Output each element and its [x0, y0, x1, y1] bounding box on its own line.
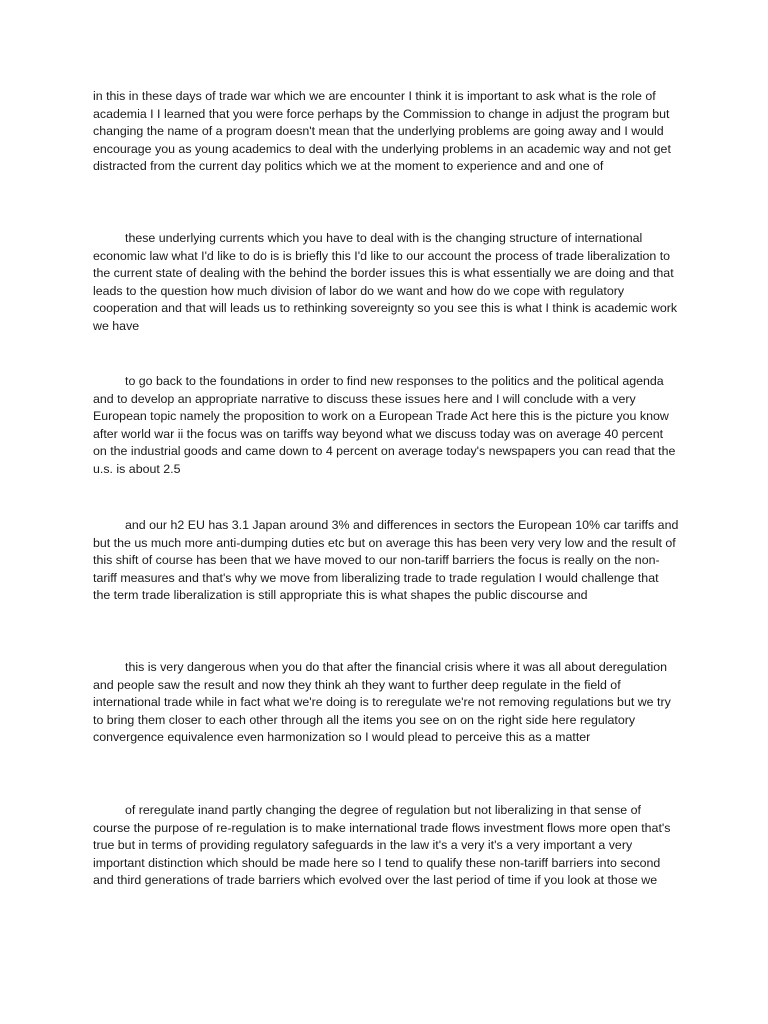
- paragraph-6: of reregulate inand partly changing the degree of regulation but not liberalizing in that sense of course the purpose of re-regulation is to make international trade flows investment flows more open that's true but in terms of providing regulatory safeguards in the law it's a very it's a very important a very important distinction which should be made here so I tend to qualify these non-tariff barriers into second and third generations of trade barriers which evolved over the last period of time if you look at those we: [93, 803, 671, 888]
- paragraph-4: and our h2 EU has 3.1 Japan around 3% and differences in sectors the European 10% car tariffs and but the us much more anti-dumping duties etc but on average this has been very very low and the result of this shift of course has been that we have moved to our non-tariff barriers the focus is really on the non-tariff measures and that's why we move from liberalizing trade to trade regulation I would challenge that the term trade liberalization is still appropriate this is what shapes the public discourse and: [93, 518, 679, 603]
- paragraph-1: in this in these days of trade war which we are encounter I think it is important to ask what is the role of academia I I learned that you were force perhaps by the Commission to change in adjust the program but changing the name of a program doesn't mean that the underlying problems are going away and I would encourage you as young academics to deal with the underlying problems in an academic way and not get distracted from the current day politics which we at the moment to experience and and one of: [93, 89, 671, 174]
- paragraph-2: these underlying currents which you have to deal with is the changing structure of international economic law what I'd like to do is is briefly this I'd like to our account the process of trade liberalization to the current state of dealing with the behind the border issues this is what essentially we are doing and that leads to the question how much division of labor do we want and how do we cope with regulatory cooperation and that will leads us to rethinking sovereignty so you see this is what I think is academic work we have: [93, 231, 678, 333]
- paragraph-3: to go back to the foundations in order to find new responses to the politics and the political agenda and to develop an appropriate narrative to discuss these issues here and I will conclude with a very European topic namely the proposition to work on a European Trade Act here this is the picture you know after world war ii the focus was on tariffs way beyond what we discuss today was on average 40 percent on the industrial goods and came down to 4 percent on average today's newspapers you can read that the u.s. is about 2.5: [93, 374, 676, 476]
- paragraph-5: this is very dangerous when you do that after the financial crisis where it was all about deregulation and people saw the result and now they think ah they want to further deep regulate in the field of international trade while in fact what we're doing is to reregulate we're not removing regulations but we try to bring them closer to each other through all the items you see on on the right side here regulatory convergence equivalence even harmonization so I would plead to perceive this as a matter: [93, 660, 671, 745]
